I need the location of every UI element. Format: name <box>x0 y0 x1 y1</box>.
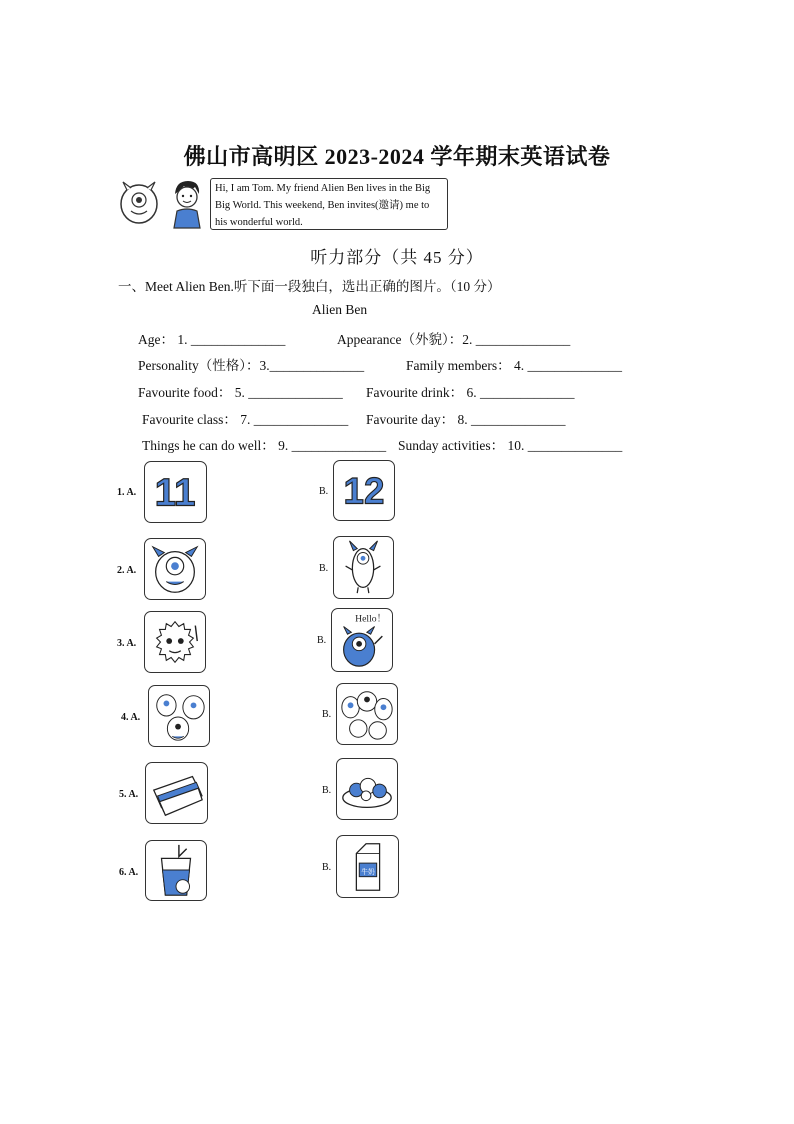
tall-alien-icon <box>346 541 381 593</box>
choice-6b-label: B. <box>322 862 332 873</box>
field-age: Age： 1. ______________ <box>138 332 286 347</box>
sandwich-icon <box>154 777 202 816</box>
alien-ben-illustration <box>115 176 163 228</box>
choice-4b-label: B. <box>322 709 332 720</box>
choice-6-label: 6. A. <box>119 867 139 878</box>
choice-2b-label: B. <box>319 563 329 574</box>
choice-1a-image[interactable] <box>144 461 207 523</box>
field-favourite-class: Favourite class： 7. ______________ <box>142 412 349 427</box>
page-title: 佛山市高明区 2023-2024 学年期末英语试卷 <box>183 144 611 169</box>
choice-3a-image[interactable] <box>144 611 206 673</box>
field-favourite-drink: Favourite drink： 6. ______________ <box>366 385 575 400</box>
field-personality: Personality（性格）：3.______________ <box>138 358 365 373</box>
choice-5b-label: B. <box>322 785 332 796</box>
choice-5-label: 5. A. <box>119 789 139 800</box>
round-alien-icon <box>153 547 198 592</box>
choice-4b-image[interactable] <box>336 683 398 745</box>
tom-illustration <box>168 178 206 230</box>
choice-6a-image[interactable] <box>145 840 207 901</box>
fruit-plate-icon <box>343 778 391 807</box>
number-11: 11 <box>154 471 196 515</box>
milk-carton-icon <box>356 844 379 890</box>
choice-2-label: 2. A. <box>117 565 137 576</box>
field-favourite-day: Favourite day： 8. ______________ <box>366 412 566 427</box>
choice-1-label: 1. A. <box>117 487 137 498</box>
section-title: 听力部分（共 45 分） <box>310 248 484 267</box>
field-favourite-food: Favourite food： 5. ______________ <box>138 385 343 400</box>
choice-2b-image[interactable] <box>333 536 394 599</box>
choice-4a-image[interactable] <box>148 685 210 747</box>
field-sunday-activities: Sunday activities： 10. ______________ <box>398 438 623 453</box>
speech-bubble: Hi, I am Tom. My friend Alien Ben lives in the Big Big World. This weekend, Ben invites(邀请) me to his wonderful world. <box>210 178 448 230</box>
alien-ben-subhead: Alien Ben <box>312 302 368 317</box>
choice-5b-image[interactable] <box>336 758 398 820</box>
choice-3b-label: B. <box>317 635 327 646</box>
field-family-members: Family members： 4. ______________ <box>406 358 622 373</box>
choice-6b-image[interactable] <box>336 835 399 898</box>
choice-4-label: 4. A. <box>121 712 141 723</box>
hello-text: Hello！ <box>355 613 387 625</box>
alien-family-small-icon <box>157 695 204 740</box>
alien-family-large-icon <box>342 692 392 739</box>
field-things-do-well: Things he can do well： 9. ______________ <box>142 438 387 453</box>
number-12: 12 <box>343 470 385 512</box>
choice-1b-label: B. <box>319 486 329 497</box>
question-instruction: 一、Meet Alien Ben.听下面一段独白，选出正确的图片。（10 分） <box>118 279 501 294</box>
choice-2a-image[interactable] <box>144 538 206 600</box>
field-appearance: Appearance（外貌）：2. ______________ <box>337 332 571 347</box>
choice-3b-image[interactable] <box>331 608 393 672</box>
juice-cup-icon <box>161 845 190 895</box>
choice-5a-image[interactable] <box>145 762 208 824</box>
friendly-alien-icon <box>344 614 387 667</box>
milk-label: 牛奶 <box>361 867 375 876</box>
choice-1b-image[interactable] <box>333 460 395 521</box>
choice-3-label: 3. A. <box>117 638 137 649</box>
furry-alien-icon <box>157 622 198 663</box>
